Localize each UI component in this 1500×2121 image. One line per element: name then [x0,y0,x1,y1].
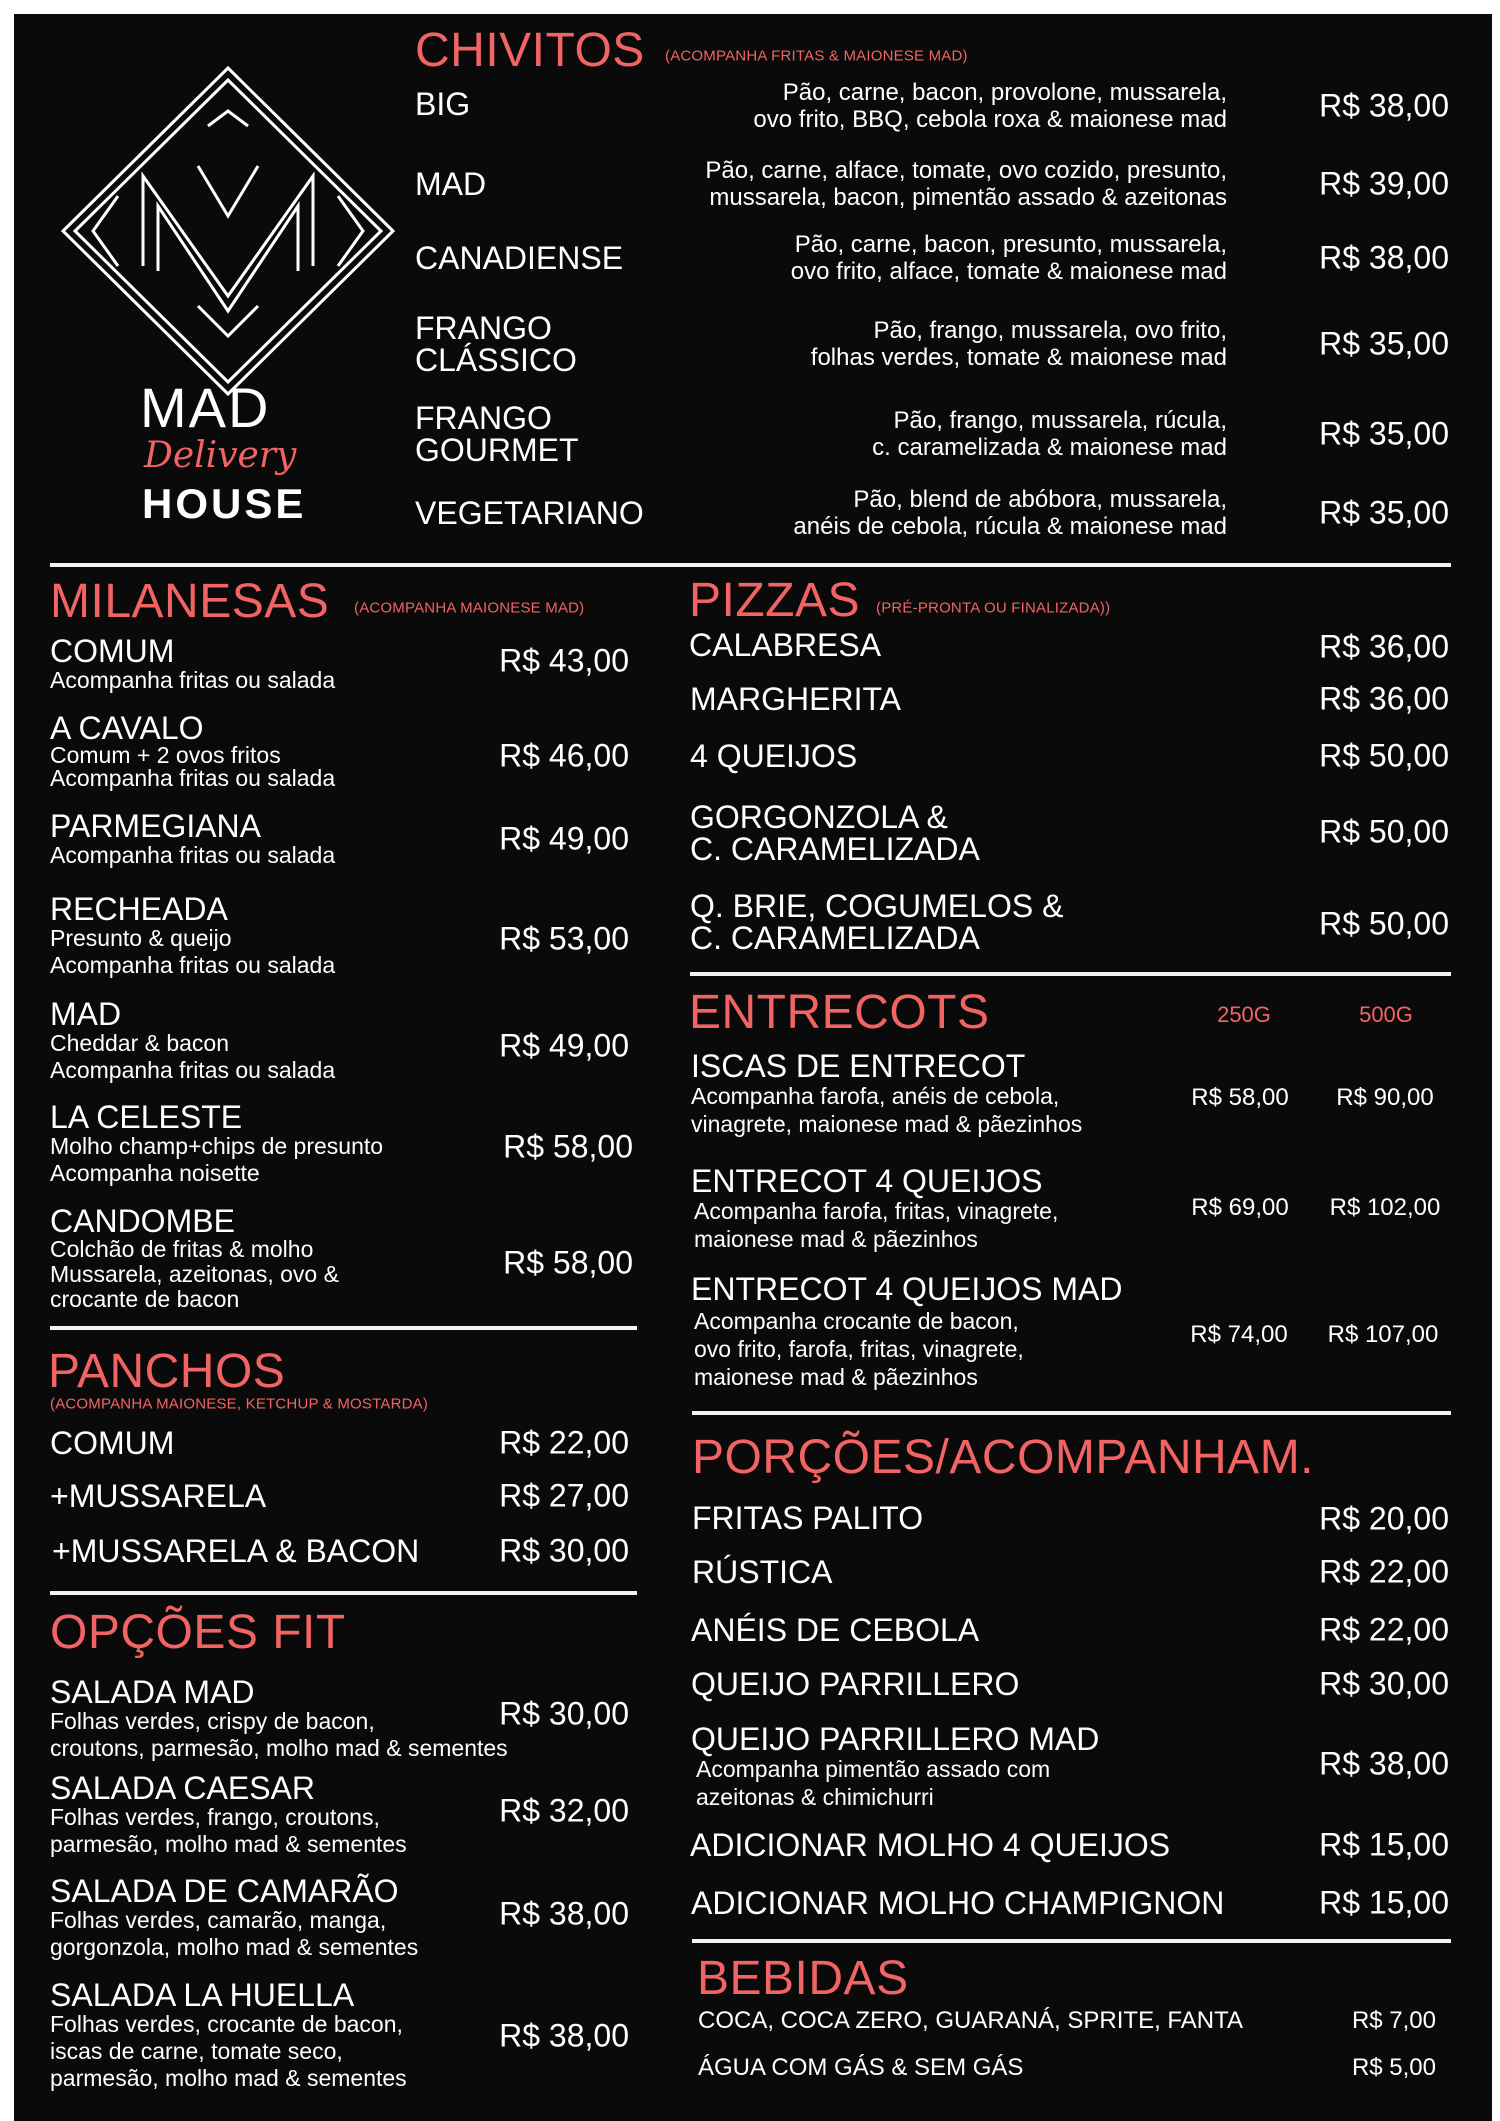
menu-item-price: R$ 46,00 [499,737,629,774]
menu-item-price: R$ 22,00 [1319,1611,1449,1648]
menu-item-name: SALADA LA HUELLA [50,1977,355,2013]
menu-item-name: ISCAS DE ENTRECOT [691,1048,1026,1084]
divider [50,1326,637,1330]
menu-item-price: R$ 38,00 [499,1895,629,1932]
menu-item-name: ENTRECOT 4 QUEIJOS MAD [691,1271,1123,1307]
menu-item-price: R$ 38,00 [1319,239,1449,276]
menu-item-name: CALABRESA [689,627,882,663]
menu-item-desc: Folhas verdes, frango, croutons, parmesão, molho mad & sementes [50,1804,407,1857]
price-500g: R$ 107,00 [1327,1321,1439,1348]
menu-item [50,635,335,694]
menu-item [691,1723,1099,1811]
fit-title: OPÇÕES FIT [50,1606,346,1659]
menu-item-price: R$ 30,00 [1319,1665,1449,1702]
menu-item-name: LA CELESTE [50,1099,243,1135]
menu-item-price: R$ 50,00 [1319,905,1449,942]
menu-item-price: R$ 15,00 [1319,1884,1449,1921]
porcoes-title: PORÇÕES/ACOMPANHAM. [692,1431,1315,1484]
menu-item-name: GORGONZOLA & C. CARAMELIZADA [690,799,980,867]
menu-item-desc: Folhas verdes, crispy de bacon, croutons, parmesão, molho mad & sementes [50,1708,508,1761]
menu-item-name: +MUSSARELA [50,1478,267,1514]
menu-item-name: RÚSTICA [692,1554,833,1590]
menu-item-name: VEGETARIANO [415,495,644,531]
panchos-subtitle: (ACOMPANHA MAIONESE, KETCHUP & MOSTARDA) [50,1395,429,1413]
menu-item-price: R$ 50,00 [1319,813,1449,850]
menu-item-price: R$ 58,00 [503,1244,633,1281]
menu-item-name: ÁGUA COM GÁS & SEM GÁS [698,2054,1024,2081]
menu-item-desc: Molho champ+chips de presunto Acompanha noisette [50,1133,384,1186]
menu-item-price: R$ 49,00 [499,1027,629,1064]
menu-item-price: R$ 30,00 [499,1532,629,1569]
menu-item-price: R$ 27,00 [499,1477,629,1514]
menu-item [50,712,335,790]
menu-item-desc: Pão, frango, mussarela, ovo frito, folhas verdes, tomate & maionese mad [810,317,1227,371]
menu-item-price: R$ 5,00 [1351,2054,1436,2081]
pizzas-subtitle: (PRÉ-PRONTA OU FINALIZADA)) [876,599,1111,617]
menu-item-name: MARGHERITA [690,681,901,717]
divider [692,1411,1451,1415]
menu-item-name: SALADA MAD [50,1674,255,1710]
menu-item-desc: Cheddar & bacon Acompanha fritas ou salada [50,1030,336,1083]
menu-item-price: R$ 22,00 [1319,1553,1449,1590]
menu-item-desc: Acompanha pimentão assado com azeitonas & chimichurri [696,1756,1051,1810]
menu-item-name: FRANGO CLÁSSICO [415,310,577,378]
menu-item-price: R$ 30,00 [499,1695,629,1732]
menu-item-desc: Acompanha crocante de bacon, ovo frito, farofa, fritas, vinagrete, maionese mad & pãezinhos [694,1308,1024,1390]
menu-item [691,1165,1058,1253]
menu-item-desc: Pão, carne, bacon, presunto, mussarela, ovo frito, alface, tomate & maionese mad [790,231,1227,285]
menu-item-name: SALADA DE CAMARÃO [50,1873,399,1909]
menu-page [14,14,1492,2121]
menu-item [50,1772,407,1858]
menu-item [50,810,335,869]
menu-item-price: R$ 15,00 [1319,1826,1449,1863]
menu-item-price: R$ 38,00 [1319,87,1449,124]
price-500g: R$ 90,00 [1336,1084,1434,1111]
price-250g: R$ 69,00 [1191,1194,1289,1221]
menu-item [691,1273,1122,1391]
menu-item-desc: Pão, carne, alface, tomate, ovo cozido, presunto, mussarela, bacon, pimentão assado & azeitonas [705,157,1227,211]
price-250g: R$ 58,00 [1191,1084,1289,1111]
menu-item-name: MAD [50,996,122,1032]
menu-item-name: ADICIONAR MOLHO CHAMPIGNON [691,1885,1225,1921]
menu-item-price: R$ 22,00 [499,1424,629,1461]
menu-item [691,1050,1082,1138]
menu-item-price: R$ 38,00 [499,2017,629,2054]
brand-delivery: Delivery [144,435,297,476]
menu-item-desc: Pão, frango, mussarela, rúcula, c. caramelizada & maionese mad [872,407,1227,461]
menu-item-name: ANÉIS DE CEBOLA [691,1612,980,1648]
menu-item [50,1875,418,1961]
menu-item-desc: Acompanha farofa, fritas, vinagrete, maionese mad & pãezinhos [694,1198,1059,1252]
menu-item-name: SALADA CAESAR [50,1770,315,1806]
menu-item [50,1205,339,1312]
menu-item-price: R$ 58,00 [503,1128,633,1165]
chivitos-subtitle: (ACOMPANHA FRITAS & MAIONESE MAD) [665,47,968,65]
menu-item-price: R$ 35,00 [1319,415,1449,452]
menu-item-name: PARMEGIANA [50,808,261,844]
menu-item-price: R$ 43,00 [499,642,629,679]
menu-item-name: +MUSSARELA & BACON [52,1533,420,1569]
menu-item-name: A CAVALO [50,710,204,746]
menu-item-price: R$ 7,00 [1351,2007,1436,2034]
menu-item-desc: Pão, blend de abóbora, mussarela, anéis de cebola, rúcula & maionese mad [793,486,1227,540]
menu-item-price: R$ 32,00 [499,1792,629,1829]
brand-mad: MAD [140,376,271,439]
menu-item-name: 4 QUEIJOS [690,738,858,774]
entrecots-title: ENTRECOTS [689,986,990,1039]
price-250g: R$ 74,00 [1190,1321,1288,1348]
menu-item-desc: Acompanha fritas ou salada [50,842,336,868]
brand-house: HOUSE [142,480,307,527]
menu-item-price: R$ 36,00 [1319,680,1449,717]
bebidas-title: BEBIDAS [697,1952,909,2005]
column-header-500g: 500G [1359,1002,1413,1027]
menu-item [50,893,335,979]
menu-item-name: FRANGO GOURMET [415,400,579,468]
menu-item-desc: Pão, carne, bacon, provolone, mussarela, ovo frito, BBQ, cebola roxa & maionese mad [753,79,1227,133]
divider [50,563,1451,567]
menu-item-desc: Colchão de fritas & molho Mussarela, azeitonas, ovo & crocante de bacon [50,1236,339,1312]
menu-item-name: BIG [415,86,471,122]
panchos-title: PANCHOS [48,1345,286,1398]
menu-item-name: ENTRECOT 4 QUEIJOS [691,1163,1043,1199]
divider [692,1939,1451,1943]
menu-item-name: CANDOMBE [50,1203,235,1239]
divider [50,1591,637,1595]
menu-item-name: QUEIJO PARRILLERO [691,1666,1020,1702]
menu-item-price: R$ 35,00 [1319,494,1449,531]
menu-item-desc: Folhas verdes, camarão, manga, gorgonzola, molho mad & sementes [50,1907,419,1960]
chivitos-title: CHIVITOS [415,24,645,77]
menu-item-desc: Acompanha fritas ou salada [50,667,336,693]
menu-item-desc: Folhas verdes, crocante de bacon, iscas de carne, tomate seco, parmesão, molho mad & sementes [50,2011,407,2091]
menu-item-price: R$ 39,00 [1319,165,1449,202]
menu-item-desc: Acompanha farofa, anéis de cebola, vinagrete, maionese mad & pãezinhos [691,1083,1083,1137]
menu-item-price: R$ 38,00 [1319,1745,1449,1782]
menu-item-name: RECHEADA [50,891,228,927]
menu-item-desc: Presunto & queijo Acompanha fritas ou salada [50,925,336,978]
menu-item [50,1101,383,1187]
divider [690,972,1451,976]
menu-item-name: MAD [415,166,487,202]
logo-emblem-icon [48,48,408,378]
menu-item-name: Q. BRIE, COGUMELOS & C. CARAMELIZADA [690,888,1064,956]
pizzas-title: PIZZAS [689,574,861,627]
menu-item-name: ADICIONAR MOLHO 4 QUEIJOS [690,1827,1171,1863]
menu-item-price: R$ 36,00 [1319,628,1449,665]
menu-item-price: R$ 49,00 [499,820,629,857]
menu-item-price: R$ 20,00 [1319,1500,1449,1537]
menu-item-name: COMUM [50,633,175,669]
menu-item-name: FRITAS PALITO [692,1500,924,1536]
menu-item-name: QUEIJO PARRILLERO MAD [691,1721,1100,1757]
price-500g: R$ 102,00 [1329,1194,1441,1221]
menu-item [50,998,335,1084]
menu-item-name: CANADIENSE [415,240,624,276]
milanesas-title: MILANESAS [50,575,330,628]
menu-item-desc: Comum + 2 ovos fritos Acompanha fritas ou salada [50,742,336,791]
menu-item-name: COCA, COCA ZERO, GUARANÁ, SPRITE, FANTA [698,2007,1243,2034]
column-header-250g: 250G [1217,1002,1271,1027]
menu-item [50,1979,407,2092]
menu-item-name: COMUM [50,1425,175,1461]
menu-item-price: R$ 50,00 [1319,737,1449,774]
menu-item [50,1676,508,1762]
menu-item-price: R$ 53,00 [499,920,629,957]
menu-item-price: R$ 35,00 [1319,325,1449,362]
milanesas-subtitle: (ACOMPANHA MAIONESE MAD) [354,599,585,617]
